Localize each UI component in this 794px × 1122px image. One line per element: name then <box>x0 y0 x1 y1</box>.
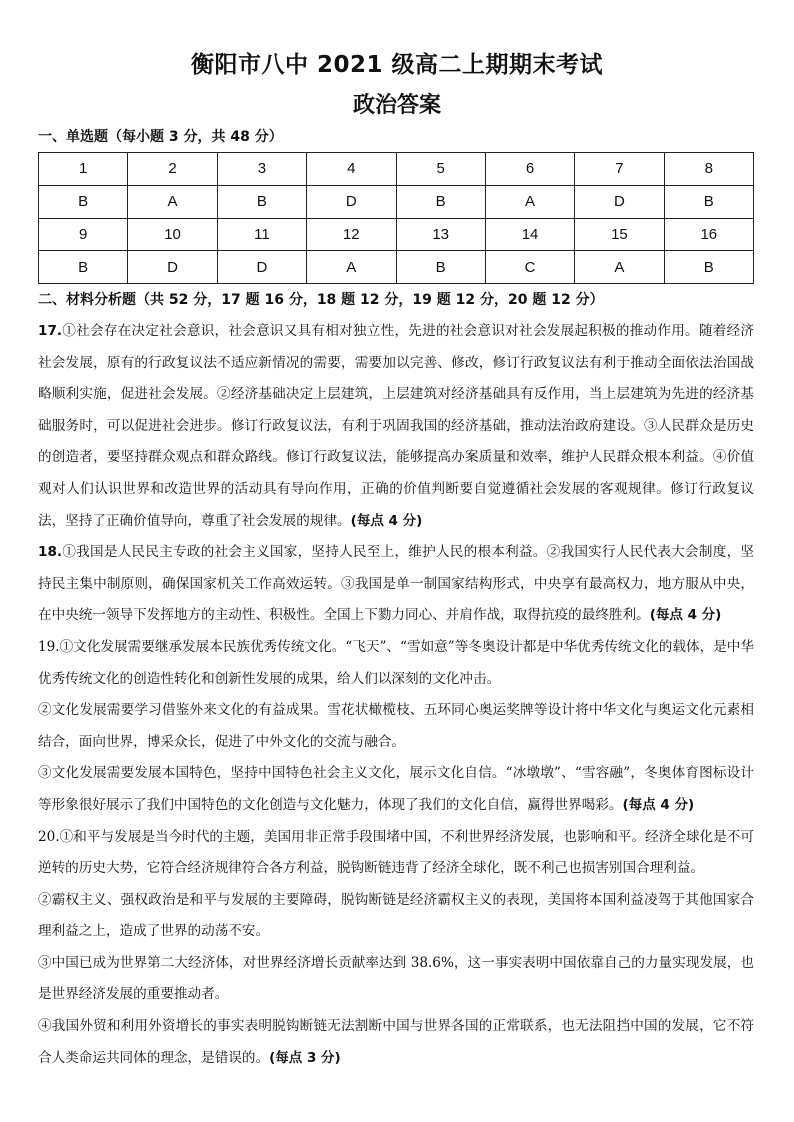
question-number-row <box>39 218 754 251</box>
answer-key-row <box>39 251 754 284</box>
question-number-cell: 12 <box>307 218 396 251</box>
answer-key-cell: D <box>575 185 664 218</box>
score-note: (每点 4 分) <box>649 607 722 624</box>
answer-key-cell: B <box>396 251 485 284</box>
answer-text: ①文化发展需要继承发展本民族优秀传统文化。“飞天”、“雪如意”等冬奥设计都是中华优秀传统文化的载体，是中华优秀传统文化的创造性转化和创新性发展的成果，给人们以深刻的文化冲击。 <box>38 638 754 687</box>
answer-text: ②文化发展需要学习借鉴外来文化的有益成果。雪花状橄榄枝、五环同心奥运奖牌等设计将中华文化与奥运文化元素相结合，面向世界，博采众长，促进了中外文化的交流与融合。 <box>38 702 754 750</box>
answer-text: ①社会存在决定社会意识，社会意识又具有相对独立性，先进的社会意识对社会发展起积极的推动作用。随着经济社会发展，原有的行政复议法不适应新情况的需要，需要加以完善、修改，修订行政复议法有利于推动全面依法治国战略顺利实施，促进社会发展。②经济基础决定上层建筑，上层建筑对经济基础具有反作用，当上层建筑为先进的经济基础服务时，可以促进社会进步。修订行政复议法，有利于巩固我国的经济基础，推动法治政府建设。③人民群众是历史的创造者，要坚持群众观点和群众路线。修订行政复议法，能够提高办案质量和效率，维护人民群众根本利益。④价值观对人们认识世界和改造世界的活动具有导向作用，正确的价值判断要自觉遵循社会发展的客观规律。修订行政复议法，坚持了正确价值导向，尊重了社会发展的规律。 <box>38 323 754 529</box>
answer-19-point-3 <box>38 758 754 821</box>
section-heading-analysis: 二、材料分析题（共 52 分，17 题 16 分，18 题 12 分，19 题 12 分，20 题 12 分） <box>38 292 604 308</box>
answer-key-cell: D <box>217 251 306 284</box>
answer-text: ①和平与发展是当今时代的主题，美国用非正常手段围堵中国，不利世界经济发展，也影响和平。经济全球化是不可逆转的历史大势，它符合经济规律符合各方利益，脱钩断链违背了经济全球化，既不利己也损害别国合理利益。 <box>38 828 754 877</box>
answer-18 <box>38 537 754 632</box>
question-number-cell: 1 <box>39 153 128 186</box>
answer-text: ④我国外贸和利用外资增长的事实表明脱钩断链无法割断中国与世界各国的正常联系，也无法阻挡中国的发展，它不符合人类命运共同体的理念，是错误的。 <box>38 1018 754 1066</box>
score-note: (每点 3 分) <box>269 1049 341 1066</box>
answer-20-point-4 <box>38 1011 754 1074</box>
question-number-cell: 11 <box>217 218 306 251</box>
exam-subtitle: 政治答案 <box>352 93 441 118</box>
question-number-cell: 14 <box>485 218 574 251</box>
score-note: (每点 4 分) <box>622 796 695 813</box>
question-number: 17. <box>38 323 63 339</box>
answer-20-point-2 <box>38 885 754 948</box>
answer-key-cell: B <box>39 185 128 218</box>
question-number-cell: 8 <box>664 153 753 186</box>
question-number-row <box>39 153 754 186</box>
answer-key-cell: B <box>664 185 753 218</box>
question-number-cell: 4 <box>307 153 396 186</box>
score-note: (每点 4 分) <box>350 512 423 529</box>
answer-key-cell: A <box>307 251 396 284</box>
question-number-cell: 15 <box>575 218 664 251</box>
answer-key-cell: B <box>396 185 485 218</box>
question-number-cell: 2 <box>128 153 217 186</box>
answer-key-cell: A <box>485 185 574 218</box>
answer-key-cell: B <box>664 251 753 284</box>
exam-title: 衡阳市八中 2021 级高二上期期末考试 <box>190 52 604 78</box>
question-number-cell: 6 <box>485 153 574 186</box>
question-number-cell: 7 <box>575 153 664 186</box>
question-number-cell: 9 <box>39 218 128 251</box>
question-number-cell: 3 <box>217 153 306 186</box>
answer-text: ①我国是人民民主专政的社会主义国家，坚持人民至上，维护人民的根本利益。②我国实行人民代表大会制度，坚持民主集中制原则，确保国家机关工作高效运转。③我国是单一制国家结构形式，中央享有最高权力，地方服从中央，在中央统一领导下发挥地方的主动性、积极性。全国上下勠力同心、并肩作战，取得抗疫的最终胜利。 <box>38 544 754 624</box>
answer-key-cell: D <box>307 185 396 218</box>
answer-key-cell: A <box>128 185 217 218</box>
answer-key-cell: A <box>575 251 664 284</box>
answer-key-cell: B <box>39 251 128 284</box>
question-number-cell: 5 <box>396 153 485 186</box>
answer-key-cell: D <box>128 251 217 284</box>
question-number: 19. <box>38 638 60 655</box>
answer-20-point-1 <box>38 822 754 885</box>
answer-key-cell: B <box>217 185 306 218</box>
answer-17 <box>38 316 754 537</box>
answer-text: ③中国已成为世界第二大经济体，对世界经济增长贡献率达到 38.6%，这一事实表明中国依靠自己的力量实现发展，也是世界经济发展的重要推动者。 <box>38 954 754 1003</box>
analysis-answers <box>38 316 754 1074</box>
answer-19-point-1 <box>38 632 754 695</box>
answer-19-point-2 <box>38 695 754 758</box>
answer-table <box>38 152 754 284</box>
question-number-cell: 10 <box>128 218 217 251</box>
answer-text: ③文化发展需要发展本国特色，坚持中国特色社会主义文化，展示文化自信。“冰墩墩”、“雪容融”，冬奥体育图标设计等形象很好展示了我们中国特色的文化创造与文化魅力，体现了我们的文化自信，赢得世界喝彩。 <box>38 765 754 813</box>
answer-text: ②霸权主义、强权政治是和平与发展的主要障碍，脱钩断链是经济霸权主义的表现，美国将本国利益凌驾于其他国家合理利益之上，造成了世界的动荡不安。 <box>38 891 754 940</box>
answer-key-row <box>39 185 754 218</box>
question-number: 18. <box>38 544 63 561</box>
answer-20-point-3 <box>38 948 754 1011</box>
section-heading-choice: 一、单选题（每小题 3 分，共 48 分） <box>38 129 283 145</box>
answer-key-cell: C <box>485 251 574 284</box>
question-number-cell: 13 <box>396 218 485 251</box>
question-number-cell: 16 <box>664 218 753 251</box>
question-number: 20. <box>38 828 60 845</box>
